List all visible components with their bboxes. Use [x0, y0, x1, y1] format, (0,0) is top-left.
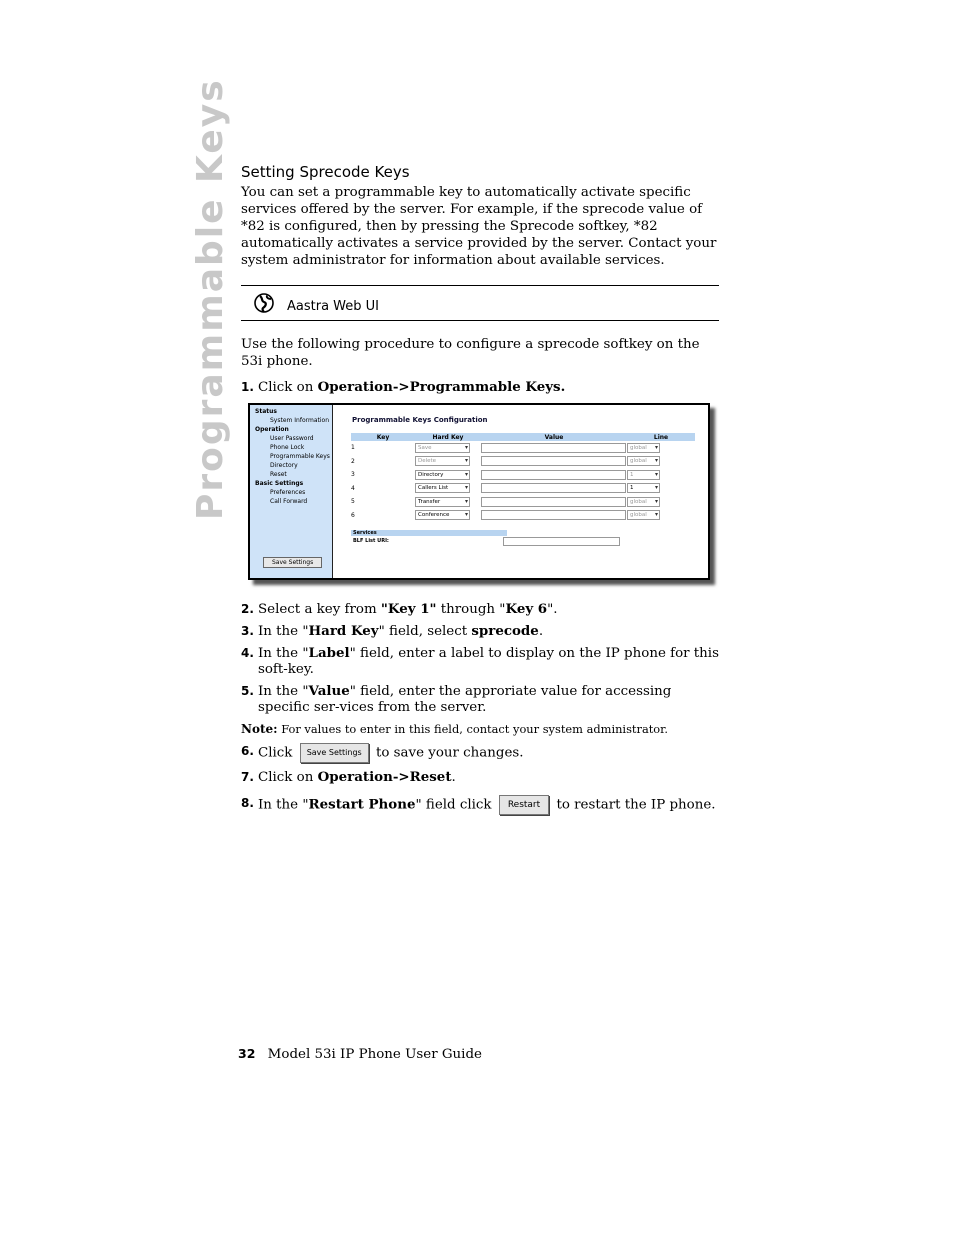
step-text: Select a key from: [258, 602, 381, 617]
step-text: ".: [547, 602, 558, 617]
hard-key-select[interactable]: Conference ▾: [415, 510, 470, 520]
services-header: Services: [351, 530, 507, 536]
nav-item-system-information[interactable]: System Information: [270, 417, 330, 424]
blf-row: [351, 536, 700, 546]
table-row: [351, 482, 695, 496]
step-number: 2.: [241, 602, 254, 616]
globe-icon: [254, 293, 274, 313]
procedure-intro: Use the following procedure to configure a sprecode softkey on the 53i phone.: [241, 337, 700, 369]
key-number: 6: [351, 511, 355, 519]
nav-section-operation[interactable]: Operation: [255, 426, 289, 433]
line-select[interactable]: global ▾: [627, 443, 660, 453]
step-2: [241, 601, 719, 618]
step-text: to restart the IP phone.: [556, 797, 716, 813]
step-bold: Restart Phone: [308, 796, 416, 813]
step-text: Click: [258, 745, 293, 761]
step-text: .: [451, 770, 456, 785]
key-number: 4: [351, 484, 355, 492]
restart-button-inline[interactable]: Restart: [499, 795, 549, 815]
step-bold: "Key 1": [380, 601, 437, 617]
step-4: [241, 645, 719, 678]
col-value: Value: [481, 433, 627, 441]
web-ui-screenshot: [248, 403, 710, 580]
footer-title: Model 53i IP Phone User Guide: [267, 1047, 482, 1062]
key-number: 2: [351, 457, 355, 465]
hard-key-select[interactable]: Save ▾: [415, 443, 470, 453]
hard-key-select[interactable]: Callers List ▾: [415, 483, 470, 493]
table-row: [351, 468, 695, 482]
nav-section-basic-settings[interactable]: Basic Settings: [255, 480, 304, 487]
value-input[interactable]: [481, 470, 626, 480]
step-number: 3.: [241, 624, 254, 638]
line-select[interactable]: 1 ▾: [627, 483, 660, 493]
table-row: [351, 495, 695, 509]
step-bold: sprecode: [471, 623, 539, 639]
step-text: Click on: [258, 380, 318, 395]
nav-item-phone-lock[interactable]: Phone Lock: [270, 444, 305, 451]
step-bold: Operation->Programmable Keys.: [317, 379, 566, 395]
save-settings-button-inline[interactable]: Save Settings: [300, 743, 369, 763]
config-title: Programmable Keys Configuration: [352, 416, 488, 424]
step-text: " field click: [415, 797, 492, 813]
table-row: [351, 509, 695, 523]
col-hard-key: Hard Key: [415, 433, 481, 441]
step-5: [241, 683, 719, 716]
nav-item-preferences[interactable]: Preferences: [270, 489, 306, 496]
nav-item-programmable-keys[interactable]: Programmable Keys: [270, 453, 330, 460]
nav-item-reset[interactable]: Reset: [270, 471, 287, 478]
note-text: For values to enter in this field, contact your system administrator.: [277, 722, 668, 736]
nav-section-status[interactable]: Status: [255, 408, 277, 415]
web-ui-label: Aastra Web UI: [287, 299, 379, 314]
step-text: .: [538, 624, 544, 639]
step-text: " field, select: [378, 624, 472, 639]
note: [241, 722, 719, 737]
line-select[interactable]: global ▾: [627, 510, 660, 520]
line-select[interactable]: global ▾: [627, 497, 660, 507]
key-number: 1: [351, 444, 355, 452]
step-text: to save your changes.: [375, 745, 524, 761]
nav-item-user-password[interactable]: User Password: [270, 435, 314, 442]
nav-item-directory[interactable]: Directory: [270, 462, 298, 469]
line-select[interactable]: global ▾: [627, 456, 660, 466]
step-text: In the ": [258, 624, 309, 639]
step-text: In the ": [258, 797, 309, 813]
section-heading: Setting Sprecode Keys: [241, 163, 410, 181]
step-text: through ": [436, 602, 506, 617]
side-section-title: Programmable Keys: [190, 78, 231, 520]
col-key: Key: [351, 433, 415, 441]
nav-item-call-forward[interactable]: Call Forward: [270, 498, 308, 505]
value-input[interactable]: [481, 497, 626, 507]
step-number: 5.: [241, 684, 254, 698]
section-body: You can set a programmable key to automatically activate specific services offered by the server. For example, if the sprecode value of *82 is configured, then by pressing the Sprecode softkey, *82 automatically activates a service provided by the server. Contact your system administrator for information about available services.: [241, 185, 717, 268]
value-input[interactable]: [481, 456, 626, 466]
step-3: [241, 623, 719, 640]
step-bold: Label: [308, 645, 350, 661]
step-text: In the ": [258, 684, 309, 699]
nav-sidebar: [250, 405, 333, 578]
step-bold: Key 6: [505, 601, 548, 617]
step-1: [241, 379, 719, 396]
config-panel: [340, 411, 700, 546]
step-number: 6.: [241, 744, 254, 758]
note-label: Note:: [241, 722, 278, 736]
step-6: [241, 743, 719, 763]
value-input[interactable]: [481, 443, 626, 453]
hard-key-select[interactable]: Directory ▾: [415, 470, 470, 480]
step-number: 7.: [241, 770, 254, 784]
key-number: 3: [351, 471, 355, 479]
table-row: [351, 455, 695, 469]
step-bold: Operation->Reset: [317, 769, 452, 785]
step-text: In the ": [258, 646, 309, 661]
step-bold: Value: [308, 683, 350, 699]
col-line: Line: [627, 433, 695, 441]
step-8: [241, 795, 719, 815]
value-input[interactable]: [481, 510, 626, 520]
page-footer: [238, 1046, 482, 1062]
step-number: 1.: [241, 380, 254, 394]
table-row: [351, 441, 695, 455]
step-7: [241, 769, 719, 786]
keys-table: [351, 433, 695, 522]
step-text: " field, enter a label to display on the IP phone for this soft-key.: [258, 646, 719, 677]
hard-key-select[interactable]: Delete ▾: [415, 456, 470, 466]
page-content: [241, 163, 719, 815]
page-number: 32: [238, 1046, 256, 1061]
line-select[interactable]: 1 ▾: [627, 470, 660, 480]
hard-key-select[interactable]: Transfer ▾: [415, 497, 470, 507]
step-text: Click on: [258, 770, 318, 785]
blf-label: BLF List URI:: [353, 538, 389, 544]
web-ui-banner: [241, 285, 719, 321]
step-number: 8.: [241, 796, 254, 810]
blf-list-uri-input[interactable]: [503, 537, 620, 546]
step-text: " field, enter the approriate value for accessing specific ser-vices from the server.: [258, 684, 672, 715]
key-number: 5: [351, 498, 355, 506]
step-bold: Hard Key: [308, 623, 379, 639]
save-settings-button[interactable]: Save Settings: [263, 557, 322, 568]
step-number: 4.: [241, 646, 254, 660]
value-input[interactable]: [481, 483, 626, 493]
